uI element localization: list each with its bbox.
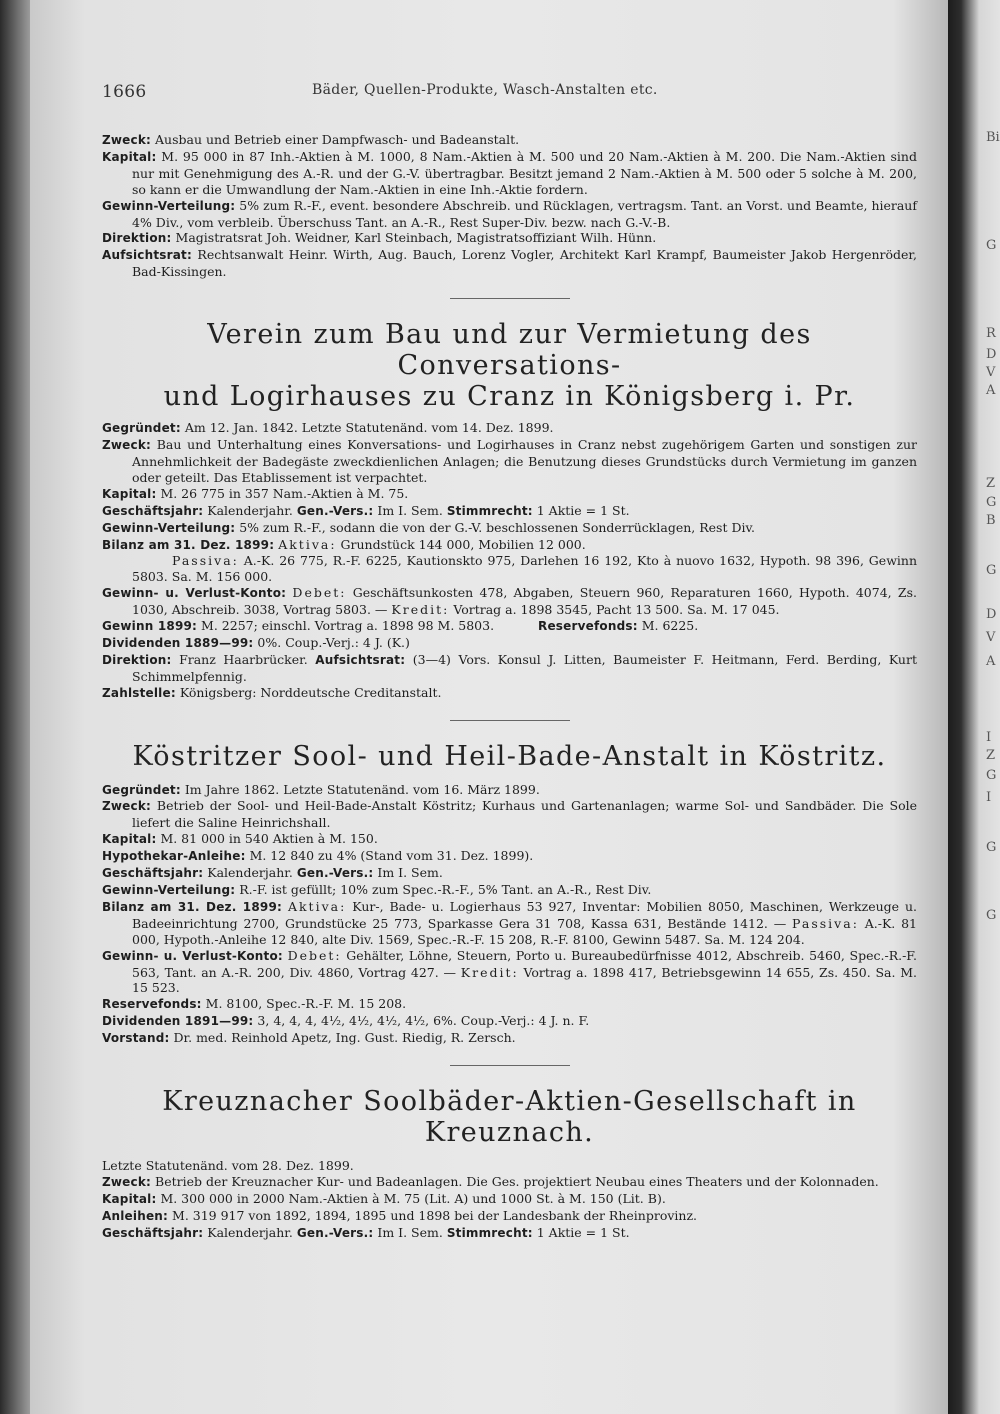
field-label: Bilanz am 31. Dez. 1899: (102, 537, 275, 552)
field-label: Bilanz am 31. Dez. 1899: (102, 899, 283, 914)
zweck-line (102, 437, 917, 486)
section-divider (450, 720, 570, 721)
facing-page-letter: V (986, 365, 996, 380)
field-label: Anleihen: (102, 1208, 169, 1223)
aufsicht-line (102, 247, 917, 280)
field-label: Stimmrecht: (446, 1225, 533, 1240)
gewinn-line (102, 882, 917, 899)
facing-page-letter: G (986, 908, 997, 923)
field-label: Aufsichtsrat: (102, 248, 192, 263)
field-value: 1 Aktie = 1 St. (536, 1224, 630, 1240)
entry-title-line: Verein zum Bau und zur Vermietung des Conversations- (207, 319, 812, 382)
aktiva-label: Aktiva: (287, 898, 347, 914)
field-value: Vortrag a. 1898 417, Betriebsgewinn 14 655, Zs. 450. Sa. M. 15 523. (132, 964, 917, 996)
facing-page-letter: B (986, 513, 996, 528)
field-value: Kalenderjahr. (207, 502, 293, 518)
field-value: M. 12 840 zu 4% (Stand vom 31. Dez. 1899). (249, 848, 534, 864)
field-label: Zahlstelle: (102, 685, 176, 700)
geschaeftsjahr-line (102, 865, 917, 882)
field-label: Kapital: (102, 486, 157, 501)
statut-line: Letzte Statutenänd. vom 28. Dez. 1899. (102, 1158, 354, 1174)
field-value: Königsberg: Norddeutsche Creditanstalt. (179, 684, 442, 700)
gegruendet-line (102, 420, 917, 437)
field-label: Kapital: (102, 1191, 157, 1206)
entry-kreuznach (102, 1086, 917, 1242)
running-head: Bäder, Quellen-Produkte, Wasch-Anstalten etc. (312, 82, 658, 98)
field-label: Gewinn-Verteilung: (102, 198, 236, 213)
geschaeftsjahr-line (102, 1225, 917, 1242)
kapital-line (102, 1191, 917, 1208)
field-value: Am 12. Jan. 1842. Letzte Statutenänd. vom 14. Dez. 1899. (184, 420, 554, 436)
field-value: M. 81 000 in 540 Aktien à M. 150. (160, 831, 378, 847)
gewinn-line (102, 520, 917, 537)
field-value: M. 26 775 in 357 Nam.-Aktien à M. 75. (160, 485, 409, 501)
entry-title: Köstritzer Sool- und Heil-Bade-Anstalt in Köstritz. (132, 740, 887, 772)
entry-title (102, 319, 917, 412)
kapital-line (102, 149, 917, 198)
field-label: Gegründet: (102, 421, 181, 436)
facing-page-letter: Z (986, 476, 996, 491)
aktiva-label: Aktiva: (278, 536, 337, 552)
field-label: Vorstand: (102, 1031, 170, 1046)
debet-label: Debet: (292, 585, 347, 601)
entry-title: Kreuznacher Soolbäder-Aktien-Gesellschaft in Kreuznach. (162, 1086, 857, 1149)
reservefonds-line (102, 996, 917, 1013)
kredit-label: Kredit: (460, 964, 519, 980)
guv-line (102, 948, 917, 997)
direktion-line (102, 652, 917, 685)
field-label: Dividenden 1889—99: (102, 635, 254, 650)
facing-page-letter: I (986, 730, 992, 745)
passiva-label: Passiva: (172, 553, 239, 569)
field-value: M. 6225. (641, 618, 699, 634)
facing-page-letter: Bi (986, 130, 1000, 145)
field-label: Stimmrecht: (446, 503, 533, 518)
field-value: Grundstück 144 000, Mobilien 12 000. (340, 536, 586, 552)
hypothekar-line (102, 848, 917, 865)
field-value: Magistratsrat Joh. Weidner, Karl Steinbach, Magistratsoffiziant Wilh. Hünn. (175, 230, 657, 246)
bilanz-line (102, 899, 917, 948)
facing-page-letter: I (986, 790, 992, 805)
field-value: Betrieb der Sool- und Heil-Bade-Anstalt Köstritz; Kurhaus und Gartenanlagen; warme Sol- und Sandbäder. Die Sole liefert die Saline Heinrichshall. (132, 798, 917, 831)
field-label: Zweck: (102, 133, 152, 147)
field-label: Gegründet: (102, 782, 181, 797)
facing-page-letter: A (986, 383, 996, 398)
field-label: Reservefonds: (538, 619, 638, 634)
facing-page-letter: A (986, 654, 996, 669)
entry-cranz (102, 319, 917, 701)
field-label: Zweck: (102, 438, 152, 453)
facing-page-letter: G (986, 238, 997, 253)
field-label: Direktion: (102, 652, 172, 667)
field-value: 5% zum R.-F., sodann die von der G.-V. beschlossenen Sonderrücklagen, Rest Div. (239, 519, 756, 535)
field-label: Gewinn-Verteilung: (102, 883, 236, 897)
field-value: Im I. Sem. (377, 1224, 443, 1240)
page-content (102, 82, 917, 1242)
zweck-line (102, 1174, 917, 1191)
gewinn-1899-line (102, 618, 917, 635)
facing-page-letter: D (986, 347, 997, 362)
field-label: Gen.-Vers.: (296, 866, 374, 881)
field-label: Direktion: (102, 231, 172, 246)
bilanz-line (102, 537, 917, 554)
field-value: (3—4) Vors. Konsul J. Litten, Baumeister F. Heitmann, Ferd. Berding, Kurt Schimmelpfennig. (132, 651, 917, 684)
kapital-line (102, 831, 917, 848)
field-value: Im I. Sem. (377, 502, 443, 518)
dividenden-line (102, 635, 917, 652)
facing-page-letter: V (986, 630, 996, 645)
zweck-line (102, 132, 917, 149)
guv-line (102, 585, 917, 618)
field-value: M. 8100, Spec.-R.-F. M. 15 208. (205, 996, 407, 1012)
debet-label: Debet: (287, 947, 342, 963)
field-value: M. 2257; einschl. Vortrag a. 1898 98 M. 5803. (201, 618, 495, 634)
field-value: 5% zum R.-F., event. besondere Abschreib. und Rücklagen, vertragsm. Tant. an Vorst. und Beamte, hierauf 4% Div., vom verbleib. Überschuss Tant. an A.-R., Rest Super-Div. bezw. nach G.-V.-B. (132, 197, 917, 230)
field-value: Franz Haarbrücker. (179, 651, 308, 667)
field-value: Gehälter, Löhne, Steuern, Porto u. Bureaubedürfnisse 4012, Abschreib. 5460, Spec.-R.-F. 563, Tant. an A.-R. 200, Div. 4860, Vortrag 427. — (132, 947, 917, 980)
field-label: Gen.-Vers.: (296, 503, 374, 518)
vorstand-line (102, 1030, 917, 1047)
field-value: Im I. Sem. (377, 865, 443, 881)
passiva-label: Passiva: (792, 915, 859, 931)
field-label: Reservefonds: (102, 997, 202, 1012)
field-value: 3, 4, 4, 4, 4½, 4½, 4½, 4½, 6%. Coup.-Verj.: 4 J. n. F. (257, 1013, 590, 1029)
zweck-line (102, 798, 917, 831)
zahlstelle-line (102, 685, 917, 702)
entry-dampfwasch (102, 132, 917, 280)
field-value: Kalenderjahr. (207, 1224, 293, 1240)
field-value: R.-F. ist gefüllt; 10% zum Spec.-R.-F., 5% Tant. an A.-R., Rest Div. (239, 882, 652, 897)
field-label: Zweck: (102, 1174, 152, 1189)
facing-page-letter: D (986, 607, 997, 622)
passiva-line (102, 553, 917, 585)
field-value: Betrieb der Kreuznacher Kur- und Badeanlagen. Die Ges. projektiert Neubau eines Theaters und der Kolonnaden. (155, 1173, 879, 1189)
field-label: Aufsichtsrat: (315, 652, 406, 667)
field-value: M. 319 917 von 1892, 1894, 1895 und 1898 bei der Landesbank der Rheinprovinz. (172, 1207, 698, 1223)
binding-gutter (0, 0, 30, 1414)
kapital-line (102, 486, 917, 503)
facing-page-letter: G (986, 495, 997, 510)
field-value: A.-K. 26 775, R.-F. 6225, Kautionskto 975, Darlehen 16 192, Kto à nuovo 1632, Hypoth. 98 396, Gewinn 5803. Sa. M. 156 000. (132, 553, 917, 585)
field-value: A.-K. 81 000, Hypoth.-Anleihe 12 840, alte Div. 1569, Spec.-R.-F. 15 208, R.-F. 8100, Gewinn 5487. Sa. M. 124 204. (132, 915, 917, 947)
field-label: Hypothekar-Anleihe: (102, 849, 246, 864)
direktion-line (102, 230, 917, 247)
field-label: Kapital: (102, 149, 157, 164)
field-value: Ausbau und Betrieb einer Dampfwasch- und Badeanstalt. (155, 132, 520, 147)
dividenden-line (102, 1013, 917, 1030)
field-value: 0%. Coup.-Verj.: 4 J. (K.) (257, 634, 410, 650)
entry-koestritz (102, 741, 917, 1048)
field-value: Rechtsanwalt Heinr. Wirth, Aug. Bauch, Lorenz Vogler, Architekt Karl Krampf, Baumeister Jakob Hergenröder, Bad-Kissingen. (132, 247, 917, 280)
field-label: Gewinn 1899: (102, 619, 198, 634)
section-divider (450, 1065, 570, 1066)
field-label: Gen.-Vers.: (296, 1225, 374, 1240)
gegruendet-line (102, 782, 917, 799)
facing-page-letter: R (986, 326, 996, 341)
field-value: Bau und Unterhaltung eines Konversations- und Logirhauses in Cranz nebst zugehörigem Garten und sonstigen zur Annehmlichkeit der Badegäste zweckdienlichen Anlagen; die Benutzung dieses Grundstücks durch Vermietung im ganzen oder geteilt. Das Etablissement ist verpachtet. (132, 437, 917, 485)
field-value: Im Jahre 1862. Letzte Statutenänd. vom 16. März 1899. (184, 781, 540, 797)
geschaeftsjahr-line (102, 503, 917, 520)
facing-page-letters (984, 0, 1000, 1414)
field-label: Dividenden 1891—99: (102, 1014, 254, 1029)
field-value: M. 95 000 in 87 Inh.-Aktien à M. 1000, 8 Nam.-Aktien à M. 500 und 20 Nam.-Aktien à M. 200. Die Nam.-Aktien sind nur mit Genehmigung des A.-R. und der G.-V. übertragbar. Besitzt jemand 2 Nam.-Aktien à M. 500 oder 5 solche à M. 200, so kann er die Umwandlung der Nam.-Aktien in eine Inh.-Aktie fordern. (132, 148, 917, 197)
field-value: Kur-, Bade- u. Logierhaus 53 927, Inventar: Mobilien 8050, Maschinen, Werkzeuge u. Badeeinrichtung 2700, Grundstücke 25 773, Sparkasse Gera 31 708, Kassa 631, Bestände 1412. — (132, 898, 918, 931)
facing-page-letter: G (986, 563, 997, 578)
field-label: Gewinn- u. Verlust-Konto: (102, 586, 287, 601)
page-header (102, 82, 917, 102)
facing-page-letter: G (986, 840, 997, 855)
field-value: Geschäftsunkosten 478, Abgaben, Steuern 960, Reparaturen 1660, Hypoth. 4074, Zs. 1030, Abschreib. 3038, Vortrag 5803. — (132, 585, 917, 618)
entry-title-line: und Logirhauses zu Cranz in Königsberg i. Pr. (163, 381, 856, 413)
field-label: Zweck: (102, 799, 152, 814)
kredit-label: Kredit: (391, 602, 450, 618)
field-value: Kalenderjahr. (207, 865, 293, 881)
field-label: Kapital: (102, 832, 157, 847)
section-divider (450, 298, 570, 299)
anleihen-line (102, 1208, 917, 1225)
page-number: 1666 (102, 82, 147, 102)
facing-page-letter: Z (986, 748, 996, 763)
field-label: Gewinn- u. Verlust-Konto: (102, 948, 283, 963)
facing-page-letter: G (986, 768, 997, 783)
gewinn-line (102, 198, 917, 231)
field-label: Gewinn-Verteilung: (102, 520, 236, 535)
field-label: Geschäftsjahr: (102, 1225, 204, 1240)
field-value: 1 Aktie = 1 St. (536, 502, 630, 518)
field-label: Geschäftsjahr: (102, 866, 204, 881)
field-label: Geschäftsjahr: (102, 503, 204, 518)
field-value: Vortrag a. 1898 3545, Pacht 13 500. Sa. M. 17 045. (453, 602, 780, 618)
field-value: Dr. med. Reinhold Apetz, Ing. Gust. Riedig, R. Zersch. (173, 1030, 516, 1046)
field-value: M. 300 000 in 2000 Nam.-Aktien à M. 75 (Lit. A) und 1000 St. à M. 150 (Lit. B). (160, 1190, 666, 1206)
